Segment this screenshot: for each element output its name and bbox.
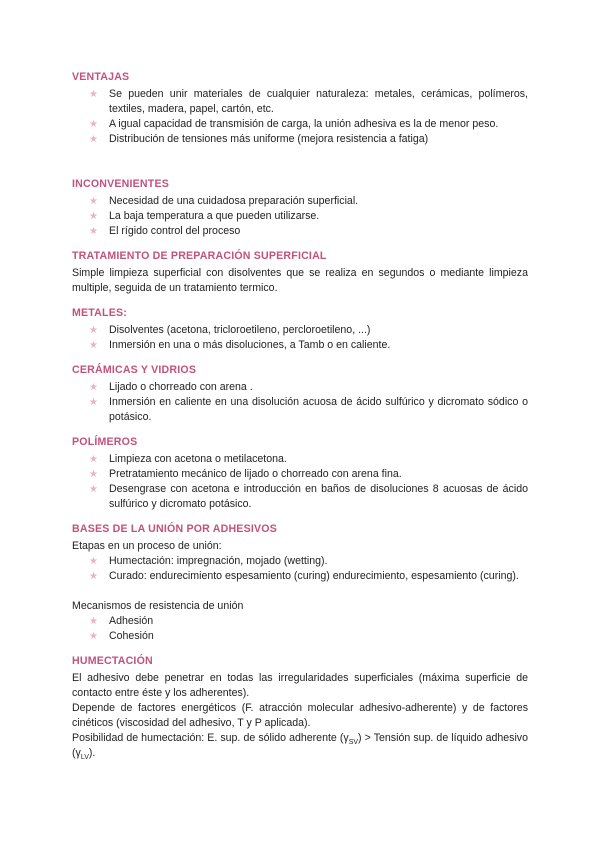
- star-icon: ★: [89, 397, 98, 408]
- list-item: ★ Desengrase con acetona e introducción en baños de disoluciones 8 acuosas de ácido sulfúrico y dicromato potásico.: [89, 483, 528, 510]
- star-icon: ★: [89, 556, 98, 567]
- star-icon: ★: [89, 119, 98, 130]
- star-icon: ★: [89, 469, 98, 480]
- list-item: ★ Inmersión en una o más disoluciones, a Tamb o en caliente.: [89, 339, 391, 351]
- list-item: ★ A igual capacidad de transmisión de carga, la unión adhesiva es la de menor peso.: [89, 118, 499, 130]
- paragraph-mecanismos: Mecanismos de resistencia de unión: [72, 600, 244, 612]
- list-item: ★ Se pueden unir materiales de cualquier naturaleza: metales, cerámicas, polímeros, textiles, madera, papel, cartón, etc.: [89, 88, 528, 115]
- star-icon: ★: [89, 325, 98, 336]
- heading-ceramicas: CERÁMICAS Y VIDRIOS: [72, 364, 197, 376]
- list-item: ★ Inmersión en caliente en una disolución acuosa de ácido sulfúrico y dicromato sódico o potásico.: [89, 396, 528, 423]
- heading-metales: METALES:: [72, 307, 127, 319]
- star-icon: ★: [89, 134, 98, 145]
- paragraph-humectacion-1: El adhesivo debe penetrar en todas las irregularidades superficiales (máxima superficie de contacto entre éste y los adherentes).: [72, 672, 528, 699]
- list-item: ★ Disolventes (acetona, tricloroetileno, percloroetileno, ...): [89, 324, 371, 336]
- list-mecanismos: [72, 614, 528, 644]
- paragraph-tratamiento: Simple limpieza superficial con disolventes que se realiza en segundos o mediante limpieza multiple, seguida de un tratamiento termico.: [72, 267, 528, 294]
- star-icon: ★: [89, 616, 98, 627]
- list-item: ★ Necesidad de una cuidadosa preparación superficial.: [89, 195, 359, 207]
- list-item: ★ Humectación: impregnación, mojado (wetting).: [89, 555, 328, 567]
- list-item: ★ Distribución de tensiones más uniforme (mejora resistencia a fatiga): [89, 133, 429, 145]
- list-item: ★ El rígido control del proceso: [89, 225, 241, 237]
- star-icon: ★: [89, 340, 98, 351]
- heading-bases: BASES DE LA UNIÓN POR ADHESIVOS: [72, 523, 277, 535]
- list-item: ★ Adhesión: [89, 615, 154, 627]
- heading-tratamiento: TRATAMIENTO DE PREPARACIÓN SUPERFICIAL: [72, 250, 327, 262]
- list-metales: [72, 323, 528, 353]
- list-item: ★ Curado: endurecimiento espesamiento (curing) endurecimiento, espesamiento (curing).: [89, 570, 519, 582]
- list-inconvenientes: [72, 194, 528, 239]
- paragraph-humectacion-3: Posibilidad de humectación: E. sup. de sólido adherente $(\gamma_{SV})$ > Tensión sup. de líquido adhesivo $(\gamma_{LV})$.: [72, 732, 528, 762]
- star-icon: ★: [89, 484, 98, 495]
- list-item: ★ Pretratamiento mecánico de lijado o chorreado con arena fina.: [89, 468, 402, 480]
- star-icon: ★: [89, 631, 98, 642]
- star-icon: ★: [89, 226, 98, 237]
- list-item: ★ La baja temperatura a que pueden utilizarse.: [89, 210, 320, 222]
- list-polimeros: [72, 452, 528, 512]
- list-etapas: [72, 554, 528, 584]
- heading-polimeros: POLÍMEROS: [72, 436, 138, 448]
- star-icon: ★: [89, 211, 98, 222]
- list-item: ★ Limpieza con acetona o metilacetona.: [89, 453, 287, 465]
- star-icon: ★: [89, 382, 98, 393]
- list-item: ★ Lijado o chorreado con arena .: [89, 381, 253, 393]
- star-icon: ★: [89, 454, 98, 465]
- paragraph-etapas: Etapas en un proceso de unión:: [72, 540, 222, 552]
- list-item: ★ Cohesión: [89, 630, 154, 642]
- star-icon: ★: [89, 196, 98, 207]
- list-ventajas: [72, 87, 528, 147]
- heading-ventajas: VENTAJAS: [72, 71, 130, 83]
- document-content: [72, 70, 528, 761]
- paragraph-humectacion-2: Depende de factores energéticos (F. atracción molecular adhesivo-adherente) y de factores cinéticos (viscosidad del adhesivo, T y P aplicada).: [72, 702, 528, 729]
- star-icon: ★: [89, 89, 98, 100]
- star-icon: ★: [89, 571, 98, 582]
- heading-inconvenientes: INCONVENIENTES: [72, 178, 169, 190]
- heading-humectacion: HUMECTACIÓN: [72, 655, 153, 667]
- list-ceramicas: [72, 380, 528, 425]
